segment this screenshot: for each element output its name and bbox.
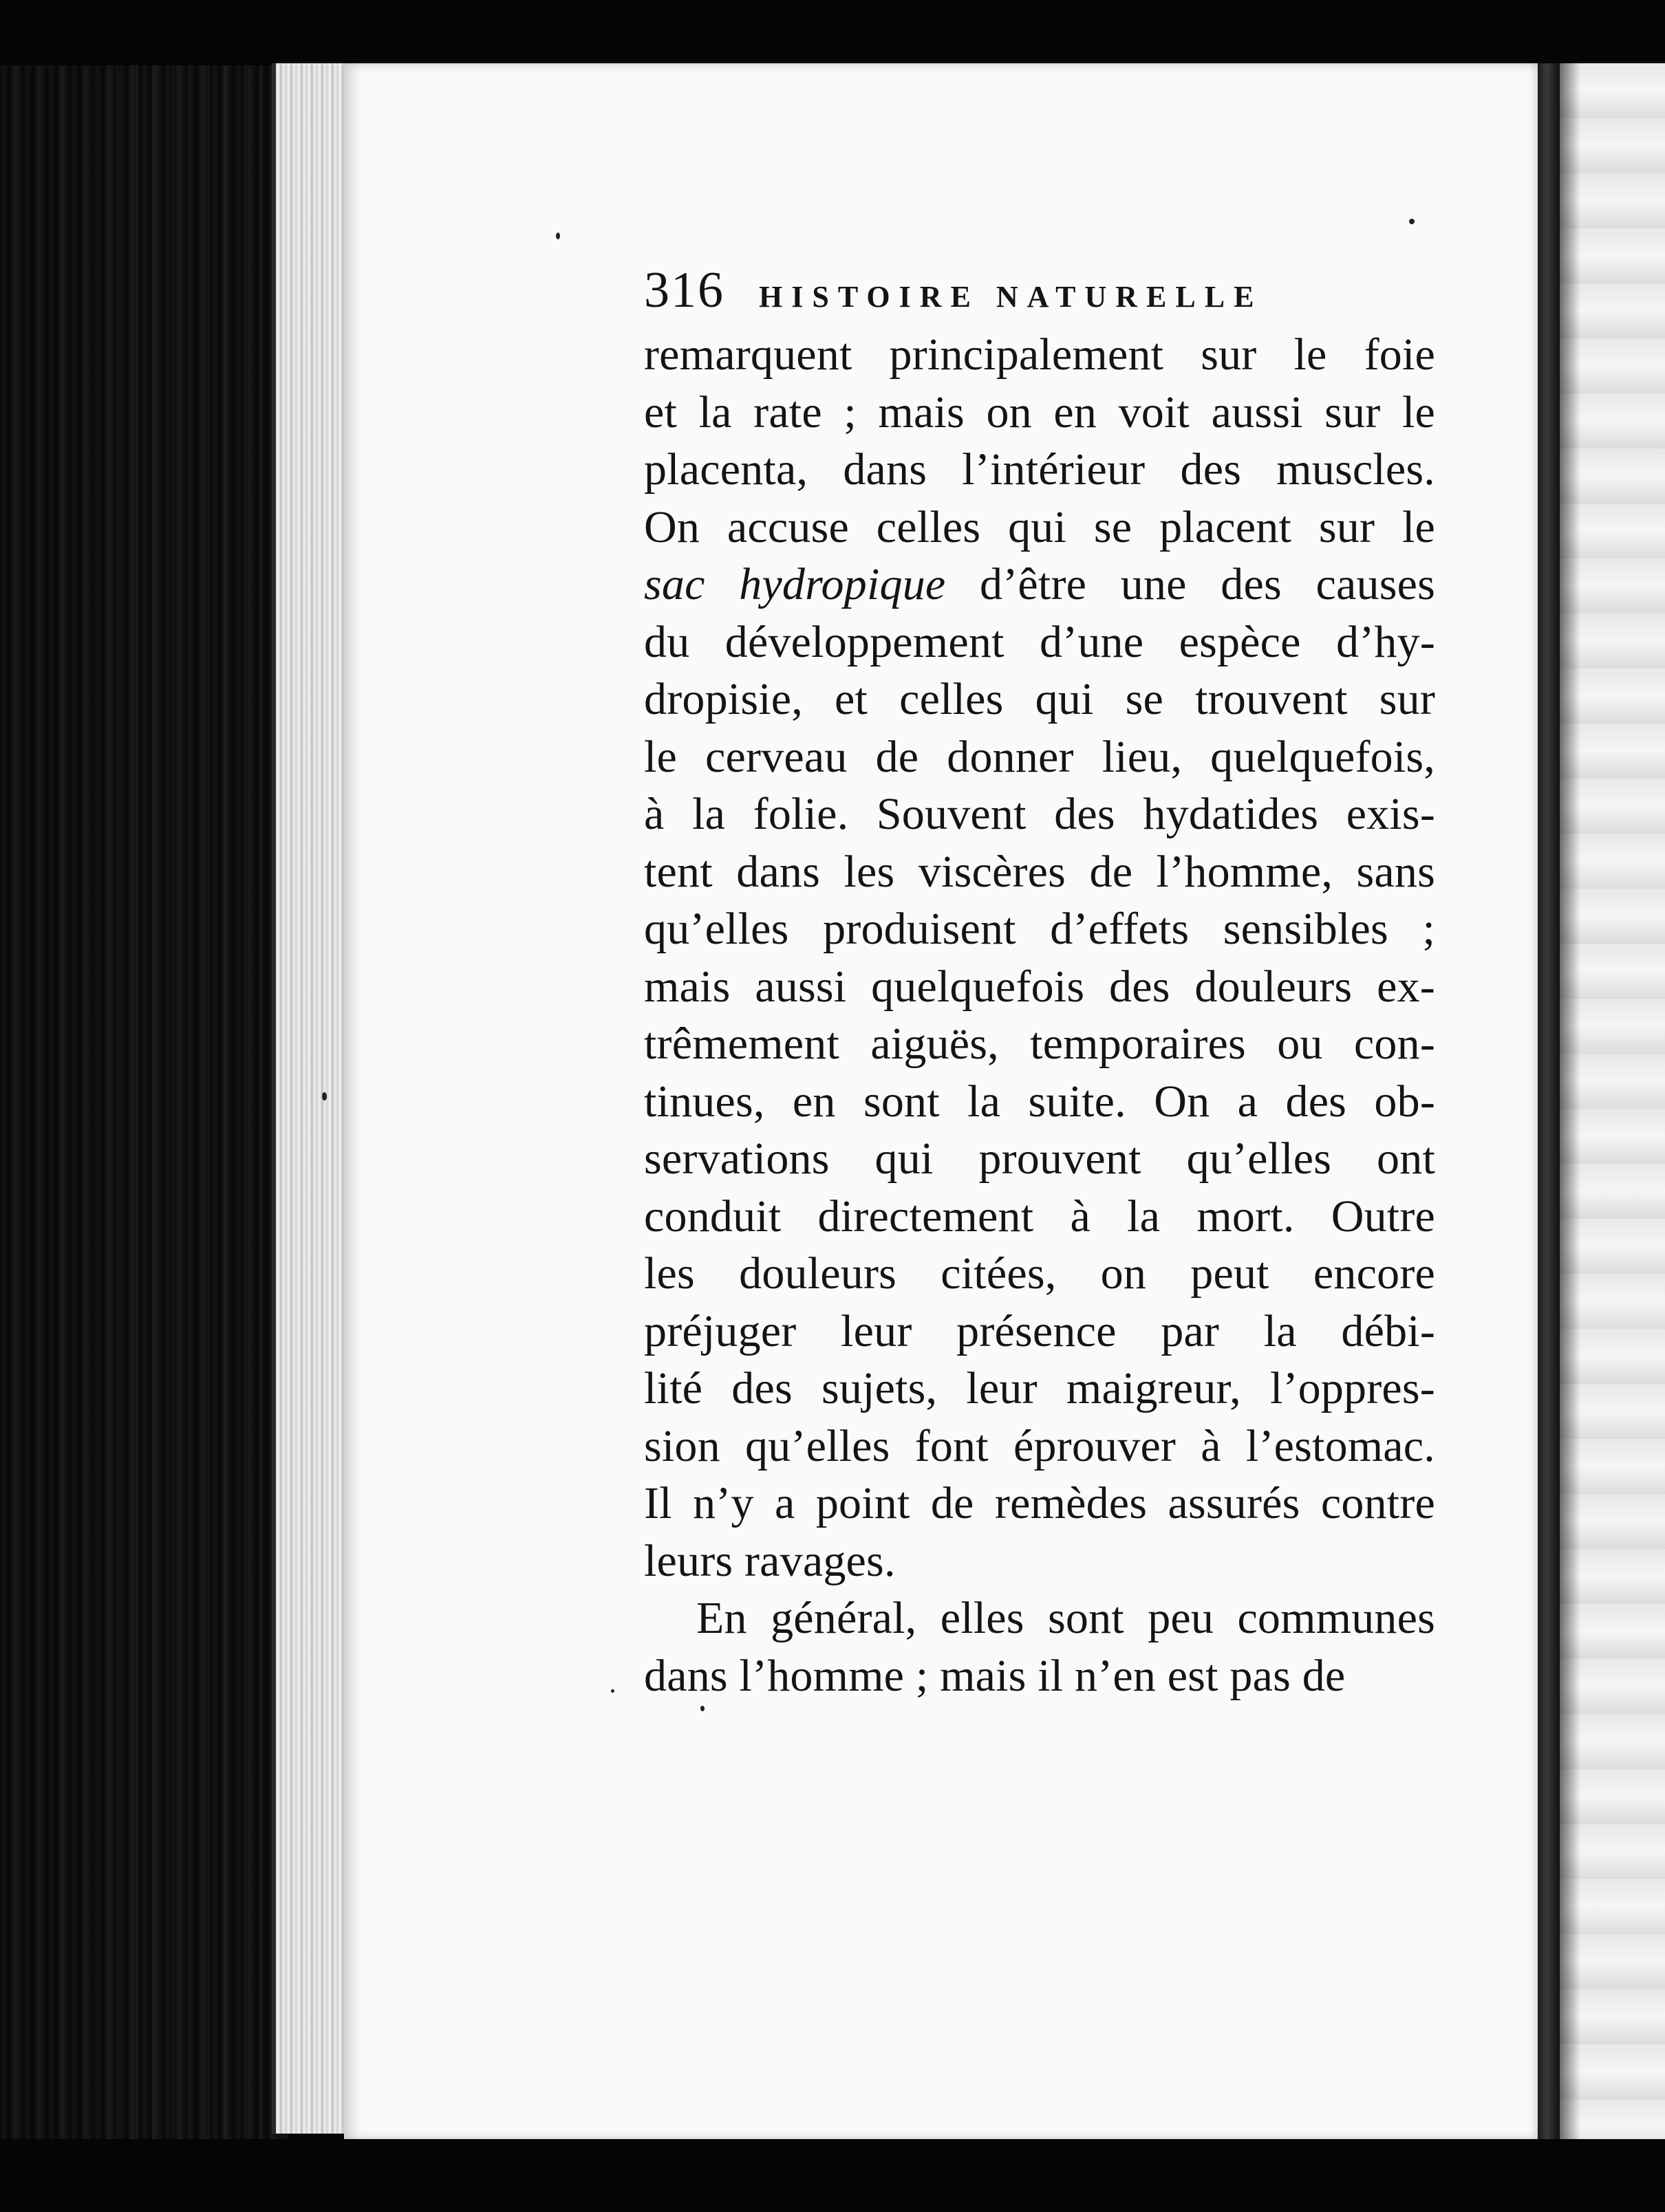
line-text: d’être une des causes (945, 559, 1435, 609)
line-text: En général, elles sont peu communes (696, 1593, 1435, 1643)
binding-texture (103, 0, 282, 2212)
line-text: mais aussi quelquefois des douleurs ex- (644, 961, 1435, 1012)
text-line (644, 1188, 1435, 1246)
text-line (644, 326, 1435, 384)
line-text: servations qui prouvent qu’elles ont (644, 1134, 1435, 1184)
line-text: placenta, dans l’intérieur des muscles. (644, 444, 1435, 495)
text-line (644, 671, 1435, 728)
text-line (644, 556, 1435, 614)
text-line (644, 1590, 1435, 1647)
text-line (644, 958, 1435, 1016)
page-number: 316 (644, 262, 724, 318)
text-line (644, 1245, 1435, 1303)
line-text: Il n’y a point de remèdes assurés contre (644, 1478, 1435, 1528)
text-line (644, 1647, 1435, 1705)
line-text: le cerveau de donner lieu, quelquefois, (644, 731, 1435, 782)
text-line (644, 1073, 1435, 1131)
line-text: sion qu’elles font éprouver à l’estomac. (644, 1420, 1435, 1471)
line-text: qu’elles produisent d’effets sensibles ; (644, 904, 1435, 954)
adjacent-page-shadow (1560, 63, 1580, 2154)
page-text (644, 261, 1435, 1704)
text-line (644, 1532, 1435, 1590)
line-text: dropisie, et celles qui se trouvent sur (644, 674, 1435, 724)
line-text: conduit directement à la mort. Outre (644, 1191, 1435, 1241)
line-text: tinues, en sont la suite. On a des ob- (644, 1076, 1435, 1127)
line-text: trêmement aiguës, temporaires ou con- (644, 1019, 1435, 1069)
text-line (644, 1015, 1435, 1073)
line-text: tent dans les viscères de l’homme, sans (644, 846, 1435, 897)
text-line (644, 1475, 1435, 1532)
text-line (644, 900, 1435, 958)
text-line (644, 1418, 1435, 1475)
line-text: les douleurs citées, on peut encore (644, 1248, 1435, 1299)
body-text (644, 326, 1435, 1704)
line-text: On accuse celles qui se placent sur le (644, 501, 1435, 552)
line-text: leurs ravages. (644, 1535, 896, 1586)
text-line (644, 499, 1435, 556)
text-line (644, 1130, 1435, 1188)
line-text: dans l’homme ; mais il n’en est pas de (644, 1650, 1346, 1701)
text-line (644, 441, 1435, 499)
running-head (644, 261, 1435, 330)
line-text: et la rate ; mais on en voit aussi sur le (644, 387, 1435, 437)
text-line (644, 728, 1435, 786)
running-title: HISTOIRE NATURELLE (759, 280, 1263, 314)
text-line (644, 1303, 1435, 1360)
text-line (644, 384, 1435, 442)
italic-term: sac hydropique (644, 559, 946, 609)
text-line (644, 843, 1435, 901)
line-text: remarquent principalement sur le foie (644, 329, 1435, 380)
scan-bottom-border (0, 2139, 1665, 2212)
line-text: du développement d’une espèce d’hy- (644, 616, 1435, 667)
line-text: lité des sujets, leur maigreur, l’oppres- (644, 1363, 1435, 1413)
text-line (644, 1360, 1435, 1418)
scan-top-border (0, 0, 1665, 65)
text-line (644, 785, 1435, 843)
line-text: à la folie. Souvent des hydatides exis- (644, 789, 1435, 839)
gutter-shadow (1538, 63, 1560, 2147)
text-line (644, 614, 1435, 671)
line-text: préjuger leur présence par la débi- (644, 1305, 1435, 1356)
page-block-edge (272, 63, 352, 2134)
